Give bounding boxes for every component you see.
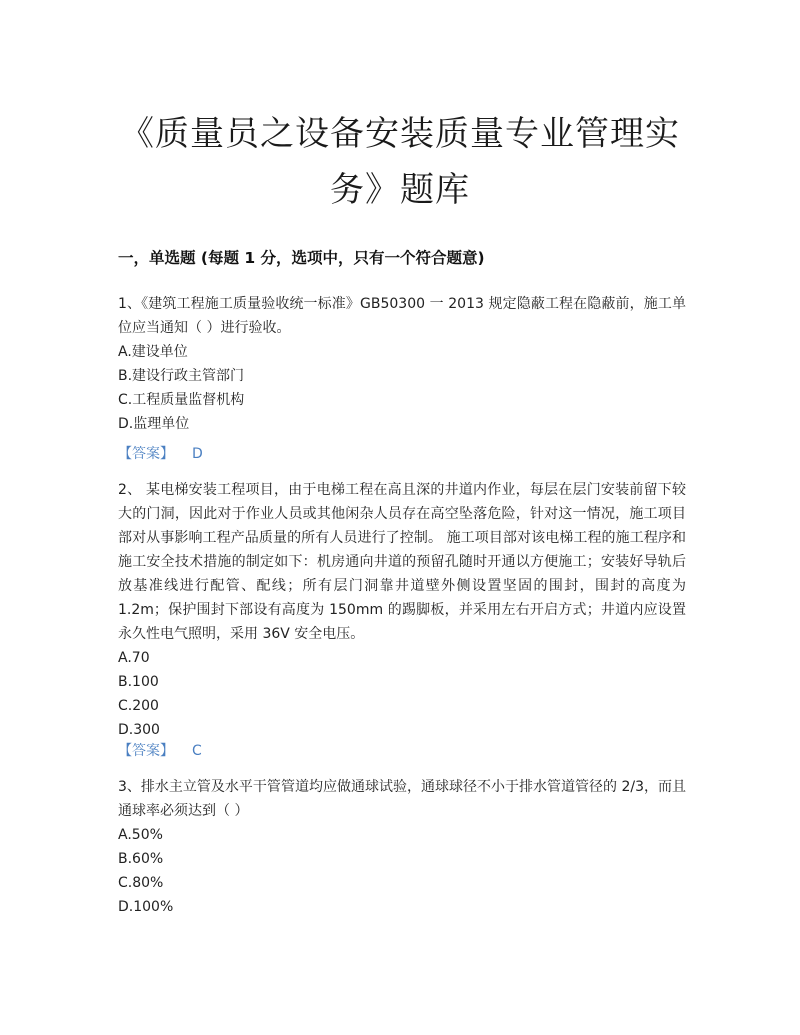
option-d: D.100% (118, 899, 174, 915)
section-heading: 一，单选题 (每题 1 分，选项中，只有一个符合题意) (118, 249, 485, 267)
option-b: B.建设行政主管部门 (118, 368, 245, 384)
option-b: B.60% (118, 851, 164, 867)
answer-2 (118, 740, 202, 760)
question-stem: 1、《建筑工程施工质量验收统一标准》GB50300 一 2013 规定隐蔽工程在隐蔽前，施工单位应当通知（ ）进行验收。 (118, 296, 686, 336)
option-a: A.建设单位 (118, 344, 188, 360)
question-1 (118, 292, 686, 436)
option-c: C.80% (118, 875, 164, 891)
title-line-2: 务》题库 (330, 170, 470, 210)
option-c: C.200 (118, 698, 159, 714)
question-2 (118, 478, 686, 742)
question-stem: 3、排水主立管及水平干管管道均应做通球试验，通球球径不小于排水管道管径的 2/3，而且通球率必须达到（ ） (118, 779, 686, 819)
answer-value: C (192, 743, 202, 759)
answer-value: D (192, 446, 203, 462)
document-title (100, 106, 700, 218)
answer-1 (118, 443, 203, 463)
option-b: B.100 (118, 674, 159, 690)
option-a: A.50% (118, 827, 163, 843)
question-3 (118, 775, 686, 919)
option-d: D.300 (118, 722, 160, 738)
option-d: D.监理单位 (118, 416, 190, 432)
answer-label: 【答案】 (118, 743, 174, 759)
question-stem: 2、 某电梯安装工程项目，由于电梯工程在高且深的井道内作业，每层在层门安装前留下较大的门洞，因此对于作业人员或其他闲杂人员存在高空坠落危险，针对这一情况，施工项目部对从事影响工程产品质量的所有人员进行了控制。 施工项目部对该电梯工程的施工程序和施工安全技术措施的制定如下：机房通向井道的预留孔随时开通以方便施工；安装好导轨后放基准线进行配管、配线；所有层门洞靠井道壁外侧设置坚固的围封，围封的高度为 1.2m；保护围封下部设有高度为 150mm 的踢脚板，并采用左右开启方式；井道内应设置永久性电气照明，采用 36V 安全电压。 (118, 482, 686, 642)
option-a: A.70 (118, 650, 150, 666)
answer-label: 【答案】 (118, 446, 174, 462)
title-line-1: 《质量员之设备安装质量专业管理实 (120, 114, 680, 154)
option-c: C.工程质量监督机构 (118, 392, 245, 408)
